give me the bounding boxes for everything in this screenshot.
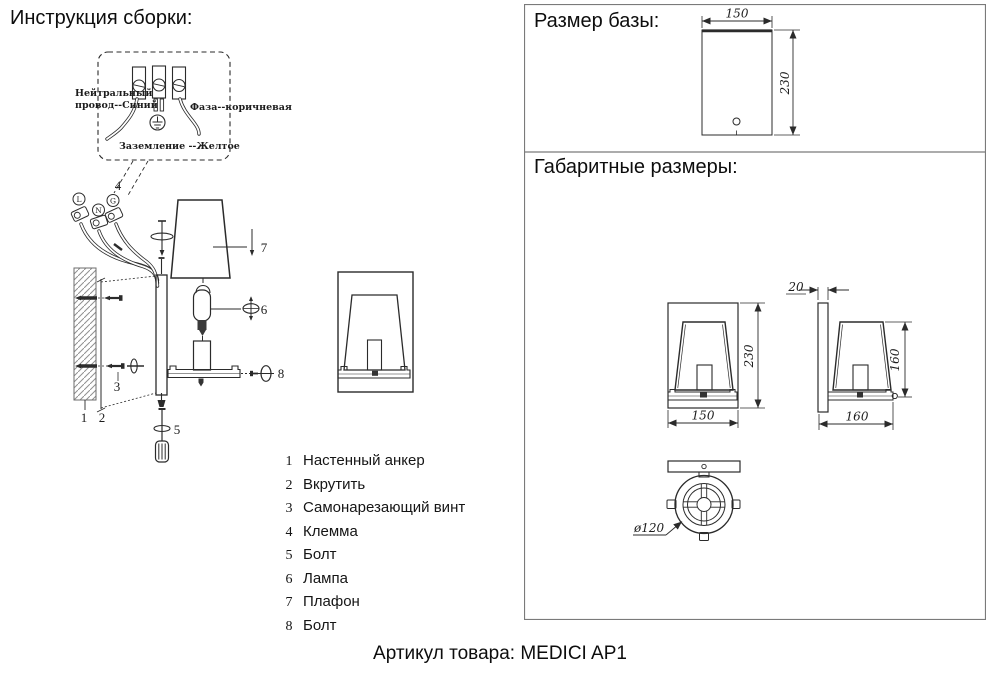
parts-list [283,452,465,640]
front-width-dim: 150 [691,408,715,423]
base-diameter-dim: ø120 [634,521,665,535]
terminal-l-label: L [76,194,82,204]
ground-wire-label: Заземление --Желтое [119,141,240,152]
neutral-wire-label: Нейтральный [75,88,153,99]
part-label: Настенный анкер [303,452,425,469]
part-number: 4 [285,524,293,540]
part-number: 5 [285,548,293,563]
part-label: Болт [303,616,337,634]
base-plate-drawing [702,7,800,136]
base-height-dim: 230 [778,71,792,95]
front-view-drawing [668,303,765,428]
bulb-part [194,290,268,341]
panel-border [525,5,986,620]
article-label: Артикул товара: MEDICI AP1 [373,643,627,664]
callout-7: 7 [260,240,268,255]
wall-section [74,268,105,425]
side-height-dim: 160 [888,348,902,372]
callout-3: 3 [113,379,121,394]
list-item [283,593,465,617]
wiring-diagram [75,52,292,197]
callout-5: 5 [173,422,181,437]
assembly-diagram-svg [0,0,520,480]
callout-2: 2 [98,410,106,425]
list-item [283,546,465,570]
overall-size-title: Габаритные размеры: [534,156,738,178]
part-label: Болт [303,546,337,563]
side-thickness-dim: 20 [788,280,804,294]
part-number: 8 [285,618,293,634]
lampshade-part [171,200,268,293]
front-height-dim: 230 [742,344,756,368]
shade-screw-icon [151,221,173,256]
part-label: Вкрутить [303,475,366,493]
phase-wire-label: Фаза--коричневая [190,102,292,113]
base-width-dim: 150 [725,6,749,21]
part-number: 2 [285,477,293,493]
ground-symbol-icon [150,115,165,130]
list-item [283,476,465,500]
part-number: 6 [285,571,293,587]
assembled-lamp-view [338,272,413,392]
list-item [283,523,465,547]
list-item [283,570,465,594]
side-depth-dim: 160 [845,409,869,424]
list-item [283,452,465,476]
dimensions-svg [524,4,986,620]
terminal-n-label: N [95,205,102,215]
callout-8: 8 [277,366,285,381]
part-label: Плафон [303,593,360,610]
list-item [283,617,465,641]
bolt-5-part [154,409,180,462]
callout-1: 1 [80,410,88,425]
page-title: Инструкция сборки: [10,7,193,29]
socket-arm [168,341,284,387]
part-number: 1 [285,454,293,469]
callout-6: 6 [260,302,268,317]
bottom-view-drawing [633,461,740,541]
part-label: Самонарезающий винт [303,499,466,516]
part-number: 3 [285,501,293,516]
part-number: 7 [285,595,293,610]
part-label: Клемма [303,522,358,540]
callout-4: 4 [114,178,122,193]
part-label: Лампа [303,569,348,587]
list-item [283,499,465,523]
side-view-drawing [786,280,912,430]
base-size-title: Размер базы: [534,10,660,32]
terminal-g-label: G [110,196,116,206]
neutral-wire-label-2: провод--Синий [75,100,158,111]
